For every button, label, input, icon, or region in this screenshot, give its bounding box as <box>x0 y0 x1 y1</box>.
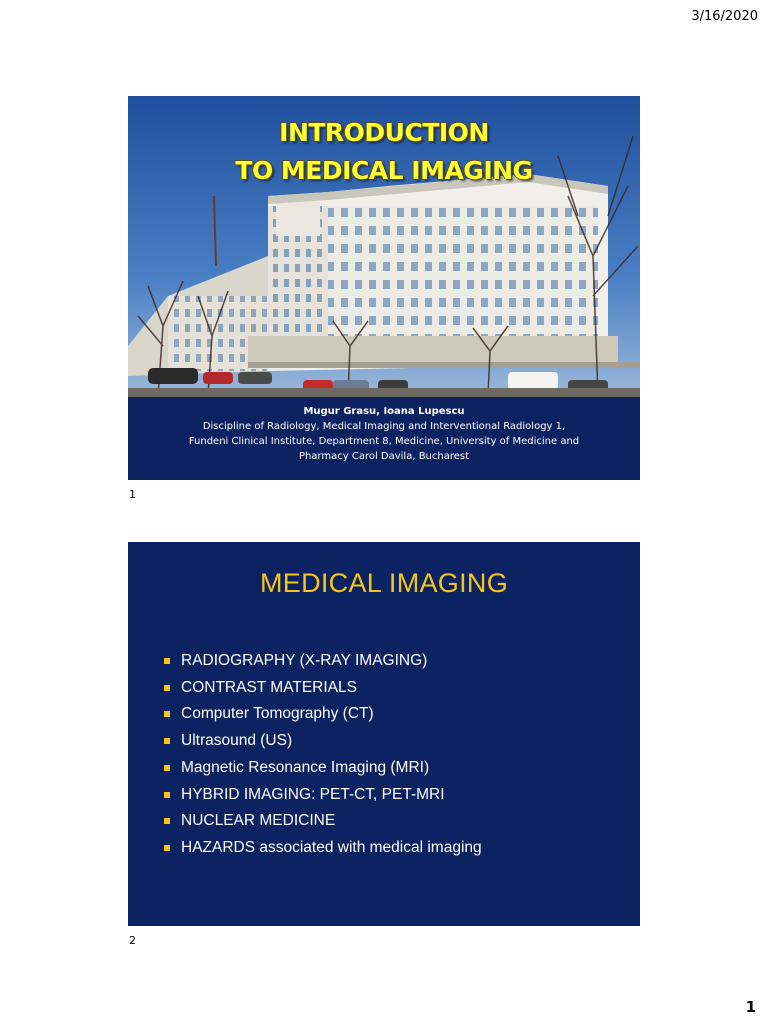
list-item-text: HYBRID IMAGING: PET-CT, PET-MRI <box>181 785 445 803</box>
slide-1-number: 1 <box>129 488 136 501</box>
affiliation-line-3: Pharmacy Carol Davila, Bucharest <box>298 451 470 462</box>
list-item <box>164 728 482 755</box>
list-item <box>164 782 482 809</box>
slide-2 <box>128 542 640 926</box>
title-line-2: TO MEDICAL IMAGING <box>235 156 533 185</box>
list-item-text: Magnetic Resonance Imaging (MRI) <box>181 758 430 776</box>
bullet-square-icon <box>164 685 170 691</box>
list-item-text: Ultrasound (US) <box>181 732 293 750</box>
list-item <box>164 808 482 835</box>
list-item <box>164 701 482 728</box>
bullet-square-icon <box>164 818 170 824</box>
title-line-1: INTRODUCTION <box>279 118 489 147</box>
list-item-text: HAZARDS associated with medical imaging <box>181 838 482 856</box>
slide-1-title <box>128 114 640 190</box>
bullet-square-icon <box>164 792 170 798</box>
slide-2-title: MEDICAL IMAGING <box>259 568 509 598</box>
affiliation-line-1: Discipline of Radiology, Medical Imaging and Interventional Radiology 1, <box>202 421 566 432</box>
slide-2-number: 2 <box>129 934 136 947</box>
affiliation-line-2: Fundeni Clinical Institute, Department 8, Medicine, University of Medicine and <box>188 436 580 447</box>
list-item <box>164 675 482 702</box>
print-date: 3/16/2020 <box>691 9 758 24</box>
page-number: 1 <box>745 998 756 1016</box>
slide-1 <box>128 96 640 480</box>
list-item-text: CONTRAST MATERIALS <box>181 678 357 696</box>
authors: Mugur Grasu, Ioana Lupescu <box>303 406 465 417</box>
list-item-text: RADIOGRAPHY (X-RAY IMAGING) <box>181 652 428 669</box>
bullet-square-icon <box>164 845 170 851</box>
list-item <box>164 835 482 862</box>
list-item <box>164 648 482 675</box>
list-item-text: Computer Tomography (CT) <box>181 705 374 723</box>
bullet-square-icon <box>164 711 170 717</box>
slide-1-credits <box>128 404 640 464</box>
bullet-square-icon <box>164 765 170 771</box>
bullet-list <box>164 648 482 862</box>
list-item <box>164 755 482 782</box>
list-item-text: NUCLEAR MEDICINE <box>181 812 336 830</box>
bullet-square-icon <box>164 658 170 664</box>
bullet-square-icon <box>164 738 170 744</box>
